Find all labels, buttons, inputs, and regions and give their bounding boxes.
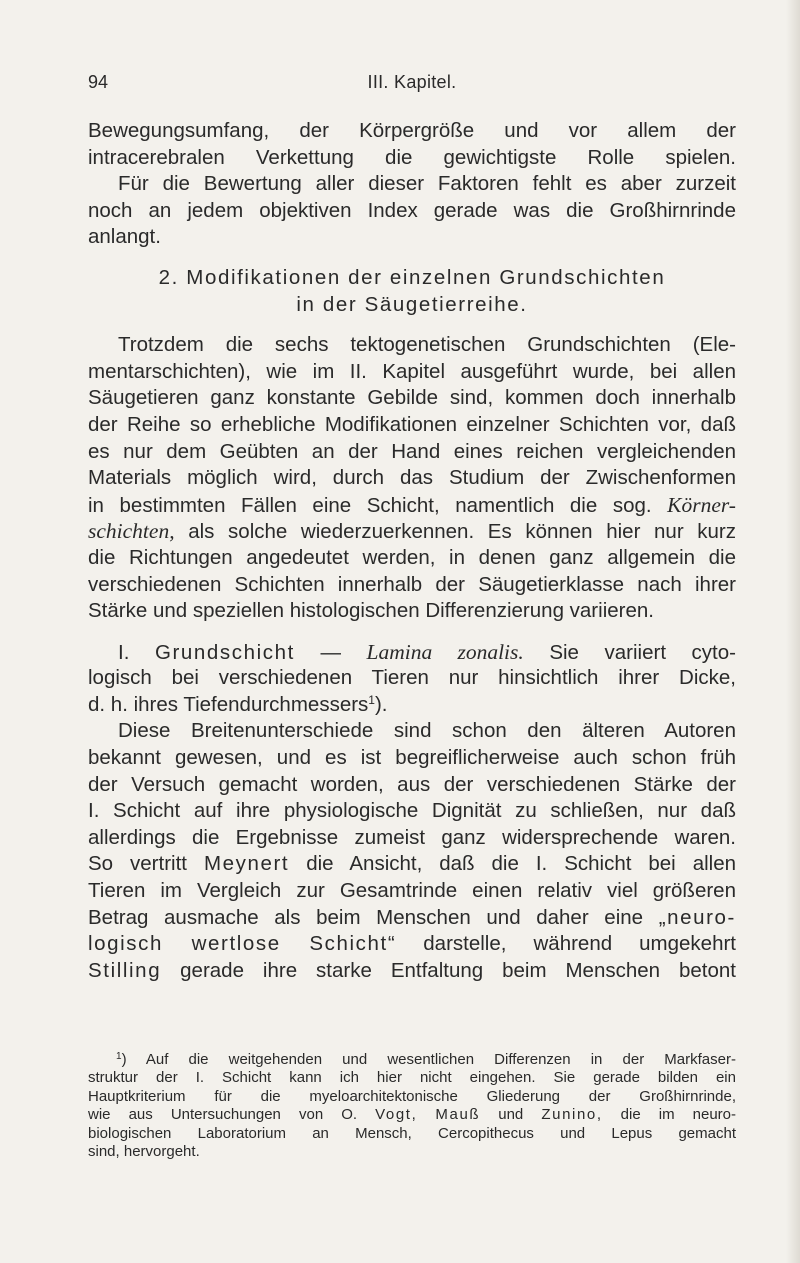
para3-line — [88, 692, 736, 719]
para2-line: Stärke und speziellen histologischen Differenzierung variieren. — [88, 599, 654, 623]
para2-line: verschiedenen Schichten innerhalb der Säugetierklasse nach ihrer — [88, 572, 736, 596]
spaced-term: logisch wertlose Schicht“ — [88, 932, 397, 956]
para2-line: Säugetieren ganz konstante Gebilde sind, kommen doch innerhalb — [88, 386, 736, 410]
para4-line — [88, 905, 736, 932]
footnote-line — [88, 1051, 736, 1069]
para1-line: Bewegungsumfang, der Körpergröße und vor allem der — [88, 119, 736, 142]
text-run: d. h. ihres Tiefendurchmessers — [88, 692, 369, 716]
para2-line — [88, 492, 736, 519]
page-number: 94 — [88, 72, 109, 92]
para1-line: intracerebralen Verkettung die gewichtigste Rolle spielen. — [88, 145, 736, 169]
footnote-line: struktur der I. Schicht kann ich hier nicht eingehen. Sie gerade bilden ein — [88, 1069, 736, 1087]
text-run: gerade ihre starke Entfaltung beim Menschen betont — [180, 958, 736, 982]
text-run: I. — [118, 640, 130, 664]
italic-term: Körner- — [667, 492, 736, 517]
italic-term: Lamina zonalis. — [366, 639, 524, 664]
running-title: III. Kapitel. — [367, 72, 457, 92]
para1-line: Für die Bewertung aller dieser Faktoren fehlt es aber zurzeit — [118, 172, 736, 196]
footnote-line: sind, hervorgeht. — [88, 1142, 200, 1160]
text-run: wie aus Untersuchungen von O. — [88, 1106, 358, 1124]
para2-line: es nur dem Geübten an der Hand eines reichen vergleichenden — [88, 439, 736, 463]
page-header — [88, 72, 736, 100]
body-text — [88, 118, 736, 984]
footnotes — [88, 1051, 736, 1161]
footnote-marker: 1 — [116, 1051, 122, 1062]
italic-term: schichten, — [88, 519, 175, 544]
section-heading: 2. Modifikationen der einzelnen Grundschichten — [158, 265, 666, 289]
para4-line — [88, 958, 736, 985]
para4-line: I. Schicht auf ihre physiologische Dignität zu schließen, nur daß — [88, 799, 736, 823]
footnote-line: biologischen Laboratorium an Mensch, Cercopithecus und Lepus gemacht — [88, 1124, 736, 1142]
text-run: und — [498, 1106, 524, 1124]
para3-line — [88, 639, 736, 666]
text-run: darstelle, während umgekehrt — [423, 932, 736, 956]
text-run: Betrag ausmache als beim Menschen und daher eine — [88, 905, 644, 929]
section-heading-line2: in der Säugetierreihe. — [296, 292, 528, 316]
text-run: als solche wiederzuerkennen. Es können hier nur kurz — [188, 520, 736, 544]
text-run: ) Auf die weitgehenden und wesentlichen Differenzen in der Markfaser- — [121, 1051, 736, 1068]
para2-line: mentarschichten), wie im II. Kapitel ausgeführt wurde, bei allen — [88, 359, 736, 383]
text-run: — — [320, 640, 341, 664]
footnote-line — [88, 1106, 736, 1124]
text-run: in bestimmten Fällen eine Schicht, namentlich die sog. — [88, 493, 652, 517]
spaced-name: Vogt, — [375, 1106, 418, 1124]
text-run: So vertritt — [88, 852, 187, 876]
para4-line: der Versuch gemacht worden, aus der verschiedenen Stärke der — [88, 772, 736, 796]
para2-line — [88, 518, 736, 545]
spaced-name: Meynert — [203, 852, 290, 876]
para2-line: die Richtungen angedeutet werden, in denen ganz allgemein die — [88, 545, 736, 569]
text-run: Sie variiert cyto- — [549, 640, 736, 664]
spaced-name: Zunino, — [541, 1106, 603, 1124]
para4-line: Diese Breitenunterschiede sind schon den älteren Autoren — [118, 719, 736, 743]
spaced-name: Mauß — [435, 1106, 481, 1124]
spaced-term: Grundschicht — [154, 640, 295, 664]
para2-line: Materials möglich wird, durch das Studium der Zwischenformen — [88, 466, 736, 490]
spacer — [88, 318, 736, 332]
para4-line: bekannt gewesen, und es ist begreiflicherweise auch schon früh — [88, 746, 736, 770]
para2-line: Trotzdem die sechs tektogenetischen Grundschichten (Ele- — [118, 333, 736, 357]
spaced-name: Stilling — [88, 958, 162, 982]
para4-line — [88, 851, 736, 878]
spacer — [88, 625, 736, 639]
para2-line: der Reihe so erhebliche Modifikationen einzelner Schichten vor, daß — [88, 412, 736, 436]
spaced-term: „neuro- — [658, 905, 736, 929]
para4-line: Tieren im Vergleich zur Gesamtrinde einen relativ viel größeren — [88, 879, 736, 903]
para1-line: anlangt. — [88, 225, 161, 249]
footnote-ref: 1 — [368, 692, 375, 707]
text-run: die Ansicht, daß die I. Schicht bei allen — [306, 852, 737, 876]
spacer — [88, 251, 736, 265]
para1-line: noch an jedem objektiven Index gerade was die Großhirnrinde — [88, 198, 736, 222]
para4-line: allerdings die Ergebnisse zumeist ganz widersprechende waren. — [88, 825, 736, 849]
page-edge-shadow — [786, 0, 800, 1263]
text-run: ). — [374, 692, 388, 716]
text-run: die im neuro- — [620, 1106, 737, 1124]
footnote-line: Hauptkriterium für die myeloarchitektonische Gliederung der Großhirnrinde, — [88, 1087, 736, 1105]
para4-line — [88, 931, 736, 958]
para3-line: logisch bei verschiedenen Tieren nur hinsichtlich ihrer Dicke, — [88, 666, 736, 690]
